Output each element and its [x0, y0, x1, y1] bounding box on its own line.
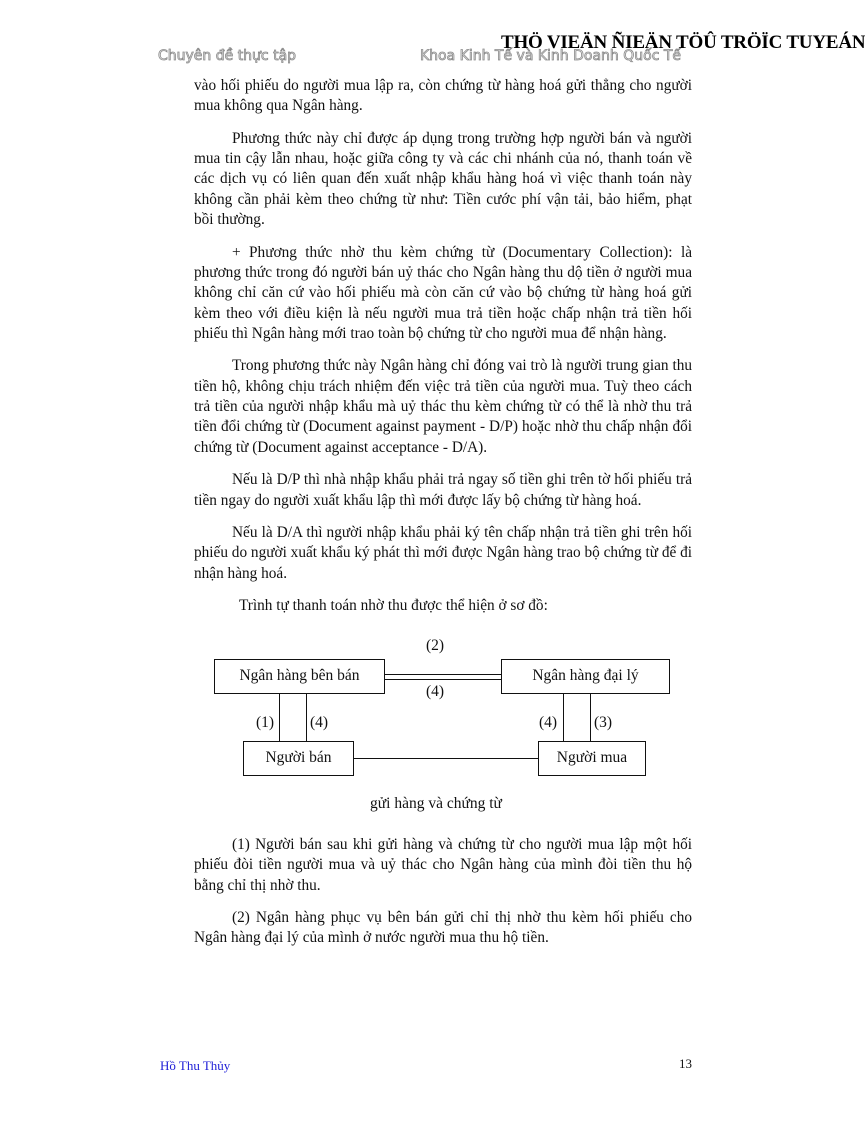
author-name: Hồ Thu Thủy	[160, 1058, 231, 1073]
paragraph-da: Nếu là D/A thì người nhập khẩu phải ký tên chấp nhận trả tiền ghi trên hối phiếu do người xuất khẩu ký phát thì mới được Ngân hàng trao bộ chứng từ để đi nhận hàng hoá.	[194, 524, 692, 582]
seller-bank-box: Ngân hàng bên bán	[214, 659, 385, 694]
agent-bank-box: Ngân hàng đại lý	[501, 659, 670, 694]
seller-link-line-1	[279, 693, 280, 741]
seller-link-line-2	[306, 693, 307, 741]
page-number: 13	[679, 1056, 692, 1071]
paragraph-continuation: vào hối phiếu do người mua lập ra, còn chứng từ hàng hoá gửi thẳng cho người mua không qua Ngân hàng.	[194, 77, 692, 115]
buyer-box: Người mua	[538, 741, 646, 776]
document-body	[194, 76, 692, 961]
diagram-intro: Trình tự thanh toán nhờ thu được thể hiện ở sơ đồ:	[239, 597, 548, 615]
step-2-description: (2) Ngân hàng phục vụ bên bán gửi chỉ thị nhờ thu kèm hối phiếu cho Ngân hàng đại lý của mình ở nước người mua thu hộ tiền.	[194, 909, 692, 947]
bank-link-line-top	[384, 674, 502, 675]
step-label-4-buyer: (4)	[539, 713, 558, 731]
paragraph-dp: Nếu là D/P thì nhà nhập khẩu phải trả ngay số tiền ghi trên tờ hối phiếu trả tiền ngay do người xuất khẩu lập thì mới được lấy bộ chứng từ hàng hoá.	[194, 471, 692, 509]
goods-caption: gửi hàng và chứng từ	[370, 794, 502, 812]
collection-flow-diagram	[194, 629, 692, 829]
goods-link-line	[353, 758, 539, 759]
paragraph-documentary-collection: + Phương thức nhờ thu kèm chứng từ (Documentary Collection): là phương thức trong đó người bán uỷ thác cho Ngân hàng thu dộ tiền ở người mua không chỉ căn cứ vào hối phiếu mà còn căn cứ vào bộ chứng từ hàng hoá gửi kèm theo với điều kiện là nếu người mua trả tiền hoặc chấp nhận trả tiền hối phiếu thì Ngân hàng mới trao toàn bộ chứng từ cho người mua để nhận hàng.	[194, 243, 692, 342]
step-label-4-banks: (4)	[426, 682, 445, 700]
step-1-description: (1) Người bán sau khi gửi hàng và chứng từ cho người mua lập một hối phiếu đòi tiền người mua và uỷ thác cho Ngân hàng của mình đòi tiền thu hộ bằng chỉ thị nhờ thu.	[194, 835, 692, 894]
step-label-1: (1)	[256, 713, 275, 731]
buyer-link-line-2	[590, 693, 591, 741]
header-chapter-title: Chuyên đề thực tập	[158, 48, 297, 64]
seller-box: Người bán	[243, 741, 354, 776]
step-label-4-seller: (4)	[310, 713, 329, 731]
library-watermark: THÖ VIEÄN ÑIEÄN TÖÛ TRÖÏC TUYEÁN	[501, 32, 865, 53]
buyer-link-line-1	[563, 693, 564, 741]
paragraph-bank-role: Trong phương thức này Ngân hàng chỉ đóng vai trò là người trung gian thu tiền hộ, không chịu trách nhiệm đến việc trả tiền của người mua. Tuỳ theo cách trả tiền của người nhập khẩu mà uỷ thác thu kèm chứng từ có thể là nhờ thu trả tiền đổi chứng từ (Document against payment - D/P) hoặc nhờ thu chấp nhận đổi chứng từ (Document against acceptance - D/A).	[194, 357, 692, 456]
header-faculty: Khoa Kinh Tế và Kinh Doanh Quốc Tế	[420, 48, 682, 64]
paragraph-clean-collection: Phương thức này chỉ được áp dụng trong trường hợp người bán và người mua tin cậy lẫn nhau, hoặc giữa công ty và các chi nhánh của nó, thanh toán về các dịch vụ có liên quan đến xuất nhập khẩu hàng hoá vì việc thanh toán này không cần phải kèm theo chứng từ như: Tiền cước phí vận tải, bảo hiểm, phạt bồi thường.	[194, 129, 692, 229]
bank-link-line-bottom	[384, 679, 502, 680]
step-label-3: (3)	[594, 713, 613, 731]
step-label-2: (2)	[426, 636, 445, 654]
